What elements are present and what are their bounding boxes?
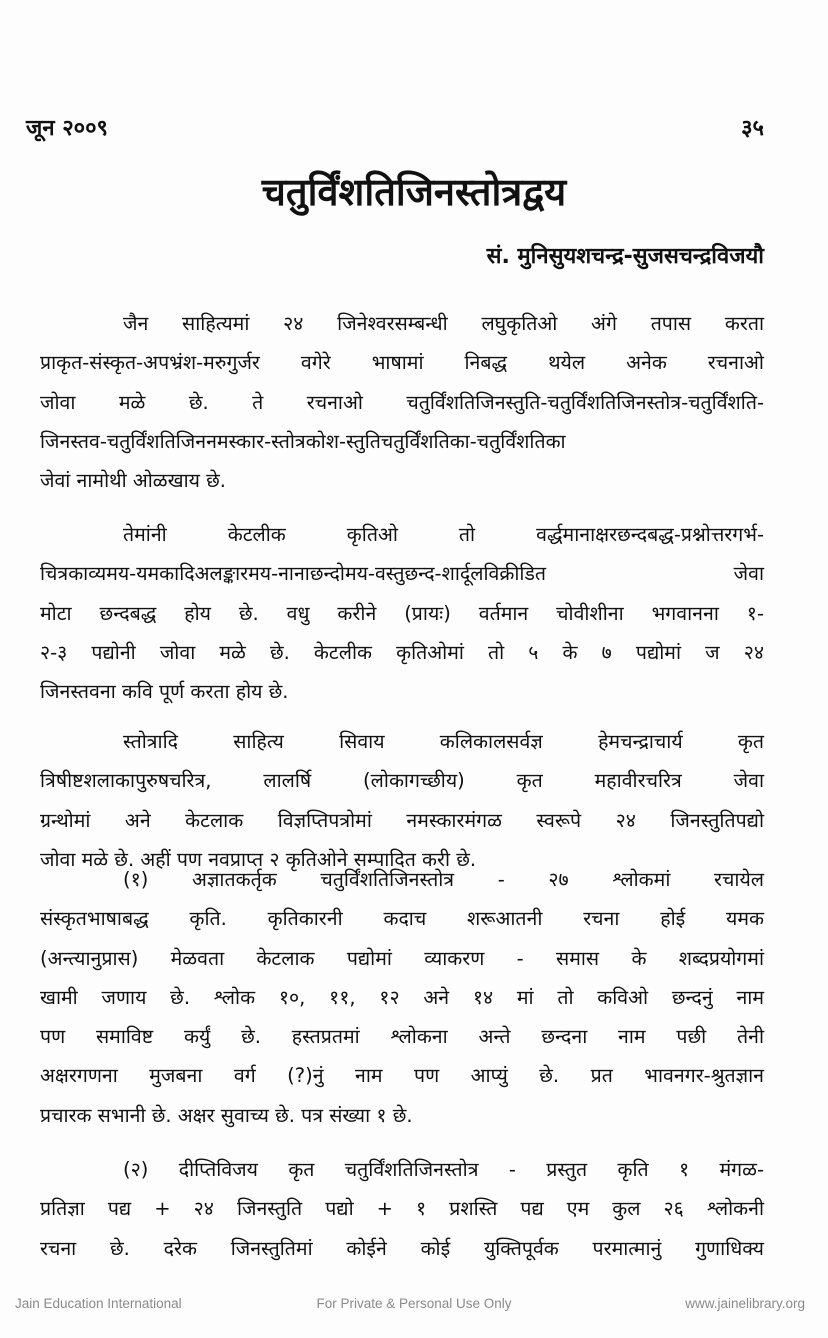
paragraph-3 (40, 722, 764, 879)
paragraph-1 (40, 304, 764, 500)
article-editors: सं. मुनिसुयशचन्द्र-सुजसचन्द्रविजयौ (486, 244, 764, 269)
paragraph-line: जोवा मळे छे. ते रचनाओ चतुर्विंशतिजिनस्तुति-चतुर्विंशतिजिनस्तोत्र-चतुर्विंशति- (40, 390, 764, 414)
paragraph-line: तेमांनी केटलीक कृतिओ तो वर्द्धमानाक्षरछन्दबद्ध-प्रश्नोत्तरगर्भ- (123, 523, 764, 546)
paragraph-line: संस्कृतभाषाबद्ध कृति. कृतिकारनी कदाच शरूआतनी रचना होई यमक (40, 907, 764, 931)
paragraph-line: (१) अज्ञातकर्तृक चतुर्विंशतिजिनस्तोत्र - २७ श्लोकमां रचायेल (123, 868, 764, 891)
paragraph-line: (अन्त्यानुप्रास) मेळवता केटलाक पद्योमां व्याकरण - समास के शब्दप्रयोगमां (40, 946, 764, 970)
article-title: चतुर्विंशतिजिनस्तोत्रद्वय (261, 170, 567, 214)
paragraph-line: पण समाविष्ट कर्युं छे. हस्तप्रतमां श्लोकना अन्ते छन्दना नाम पछी तेनी (40, 1025, 764, 1049)
paragraph-line: २-३ पद्योनी जोवा मळे छे. केटलीक कृतिओमां तो ५ के ७ पद्योमां ज २४ (40, 640, 764, 664)
paragraph-line: प्रतिज्ञा पद्य + २४ जिनस्तुति पद्यो + १ प्रशस्ति पद्य एम कुल २६ श्लोकनी (40, 1197, 764, 1221)
paragraph-line: रचना छे. दरेक जिनस्तुतिमां कोईने कोई युक्तिपूर्वक परमात्मानुं गुणाधिक्य (40, 1236, 764, 1260)
paragraph-line: जिनस्तव-चतुर्विंशतिजिननमस्कार-स्तोत्रकोश-स्तुतिचतुर्विंशतिका-चतुर्विंशतिका (40, 429, 566, 453)
paragraph-line: जिनस्तवना कवि पूर्ण करता होय छे. (40, 680, 289, 704)
paragraph-line: मोटा छन्दबद्ध होय छे. वधु करीने (प्रायः) वर्तमान चोवीशीना भगवानना १- (40, 601, 764, 625)
paragraph-line: त्रिषीष्टशलाकापुरुषचरित्र, लालर्षि (लोकागच्छीय) कृत महावीरचरित्र जेवा (40, 769, 764, 793)
paragraph-line: (२) दीप्तिविजय कृत चतुर्विंशतिजिनस्तोत्र - प्रस्तुत कृति १ मंगळ- (123, 1158, 764, 1181)
page-number: ३५ (741, 116, 764, 141)
paragraph-line: स्तोत्रादि साहित्य सिवाय कलिकालसर्वज्ञ हेमचन्द्राचार्य कृत (123, 730, 764, 753)
paragraph-line: प्राकृत-संस्कृत-अपभ्रंश-मरुगुर्जर वगेरे भाषामां निबद्ध थयेल अनेक रचनाओ (40, 351, 764, 375)
paragraph-line: अक्षरगणना मुजबना वर्ग (?)नुं नाम पण आप्युं छे. प्रत भावनगर-श्रुतज्ञान (40, 1064, 764, 1088)
paragraph-4 (40, 860, 764, 1135)
paragraph-line: खामी जणाय छे. श्लोक १०, ११, १२ अने १४ मां तो कविओ छन्दनुं नाम (40, 985, 764, 1009)
footer-publisher: Jain Education International (15, 1296, 182, 1311)
paragraph-5 (40, 1150, 764, 1268)
paragraph-line: चित्रकाव्यमय-यमकादिअलङ्कारमय-नानाछन्दोमय-वस्तुछन्द-शार्दूलविक्रीडित जेवा (40, 562, 764, 586)
paragraph-line: जैन साहित्यमां २४ जिनेश्वरसम्बन्धी लघुकृतिओ अंगे तपास करता (123, 312, 764, 335)
running-header-date: जून २००९ (26, 116, 108, 141)
footer-website-link[interactable]: www.jainelibrary.org (685, 1296, 805, 1311)
paragraph-line: प्रचारक सभानी छे. अक्षर सुवाच्य छे. पत्र संख्या १ छे. (40, 1103, 413, 1127)
paragraph-line: ग्रन्थोमां अने केटलाक विज्ञप्तिपत्रोमां नमस्कारमंगळ स्वरूपे २४ जिनस्तुतिपद्यो (40, 808, 764, 832)
paragraph-line: जेवां नामोथी ओळखाय छे. (40, 469, 227, 493)
paragraph-2 (40, 515, 764, 711)
footer-usage-notice: For Private & Personal Use Only (316, 1296, 512, 1311)
paragraph-line: जोवा मळे छे. अहीं पण नवप्राप्त २ कृतिओने सम्पादित करी छे. (40, 847, 477, 871)
